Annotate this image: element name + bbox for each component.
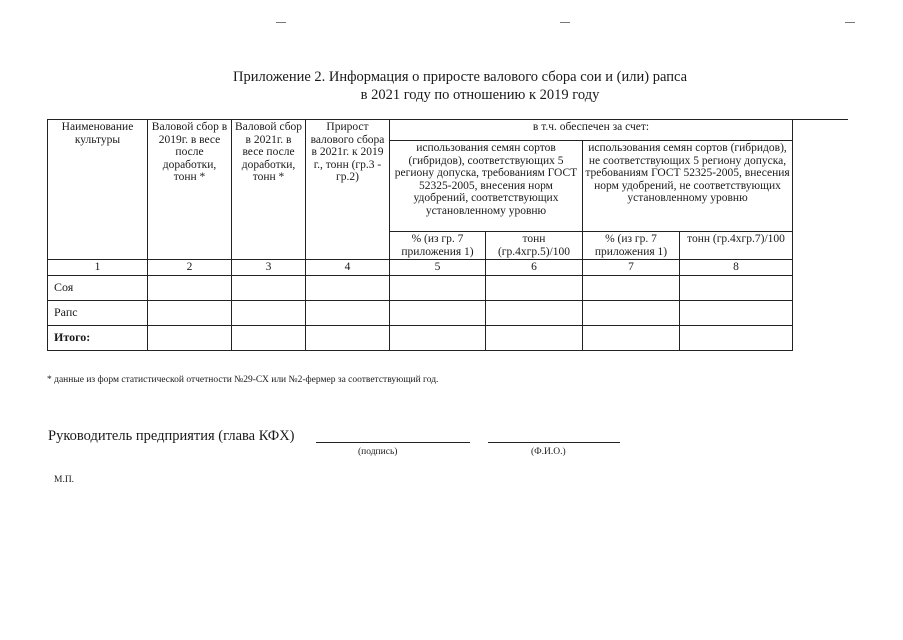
table-top-extension-line bbox=[792, 119, 848, 120]
header-increase: Прирост валового сбора в 2021г. к 2019 г., тонн (гр.3 - гр.2) bbox=[306, 120, 390, 260]
column-number: 7 bbox=[583, 260, 680, 276]
signature-line[interactable] bbox=[316, 442, 470, 443]
table-cell[interactable] bbox=[486, 300, 583, 325]
table-cell[interactable] bbox=[232, 325, 306, 350]
column-number: 1 bbox=[48, 260, 148, 276]
header-harvest-2021: Валовой сбор в 2021г. в весе после доработки, тонн * bbox=[232, 120, 306, 260]
table-cell[interactable] bbox=[390, 275, 486, 300]
table-cell[interactable] bbox=[486, 275, 583, 300]
table-cell[interactable] bbox=[680, 325, 793, 350]
header-group: в т.ч. обеспечен за счет: bbox=[390, 120, 793, 141]
table-cell[interactable] bbox=[486, 325, 583, 350]
document-subtitle: в 2021 году по отношению к 2019 году bbox=[360, 87, 600, 103]
table-cell[interactable] bbox=[306, 275, 390, 300]
table-cell[interactable] bbox=[148, 275, 232, 300]
table-cell[interactable] bbox=[680, 275, 793, 300]
header-percent-5: % (из гр. 7 приложения 1) bbox=[390, 232, 486, 260]
document-title: Приложение 2. Информация о приросте валового сбора сои и (или) рапса bbox=[232, 69, 688, 85]
table-cell[interactable] bbox=[583, 325, 680, 350]
stamp-place: М.П. bbox=[54, 475, 75, 485]
row-label-total: Итого: bbox=[48, 325, 148, 350]
header-noncompliant-seeds: использования семян сортов (гибридов), не соответствующих 5 региону допуска, требованиям ГОСТ 52325-2005, внесения норм удобрений, не соответствующих установленному уровню bbox=[583, 141, 793, 232]
name-caption: (Ф.И.О.) bbox=[531, 447, 566, 457]
header-tons-6: тонн (гр.4хгр.5)/100 bbox=[486, 232, 583, 260]
table-cell[interactable] bbox=[148, 300, 232, 325]
scan-mark bbox=[276, 22, 286, 23]
table-cell[interactable] bbox=[390, 325, 486, 350]
column-number: 5 bbox=[390, 260, 486, 276]
table-cell[interactable] bbox=[232, 275, 306, 300]
header-harvest-2019: Валовой сбор в 2019г. в весе после доработки, тонн * bbox=[148, 120, 232, 260]
column-number: 2 bbox=[148, 260, 232, 276]
table-row bbox=[48, 300, 793, 325]
table-cell[interactable] bbox=[306, 325, 390, 350]
header-tons-8: тонн (гр.4хгр.7)/100 bbox=[680, 232, 793, 260]
table-cell[interactable] bbox=[390, 300, 486, 325]
row-label-soy: Соя bbox=[48, 275, 148, 300]
signature-caption: (подпись) bbox=[358, 447, 398, 457]
table-row bbox=[48, 325, 793, 350]
header-crop-name: Наименование культуры bbox=[48, 120, 148, 260]
column-number: 6 bbox=[486, 260, 583, 276]
name-line[interactable] bbox=[488, 442, 620, 443]
table-cell[interactable] bbox=[232, 300, 306, 325]
table-cell[interactable] bbox=[583, 300, 680, 325]
column-number: 3 bbox=[232, 260, 306, 276]
header-percent-7: % (из гр. 7 приложения 1) bbox=[583, 232, 680, 260]
harvest-table bbox=[47, 119, 793, 351]
table-row bbox=[48, 275, 793, 300]
scan-mark bbox=[845, 22, 855, 23]
footnote: * данные из форм статистической отчетности №29-СХ или №2-фермер за соответствующий год. bbox=[47, 375, 439, 385]
row-label-rapeseed: Рапс bbox=[48, 300, 148, 325]
column-number: 8 bbox=[680, 260, 793, 276]
table-cell[interactable] bbox=[680, 300, 793, 325]
signature-label: Руководитель предприятия (глава КФХ) bbox=[48, 428, 295, 444]
scan-mark bbox=[560, 22, 570, 23]
table-cell[interactable] bbox=[306, 300, 390, 325]
table-cell[interactable] bbox=[148, 325, 232, 350]
header-compliant-seeds: использования семян сортов (гибридов), соответствующих 5 региону допуска, требованиям ГОСТ 52325-2005, внесения норм удобрений, соответствующих установленному уровню bbox=[390, 141, 583, 232]
table-cell[interactable] bbox=[583, 275, 680, 300]
column-number: 4 bbox=[306, 260, 390, 276]
